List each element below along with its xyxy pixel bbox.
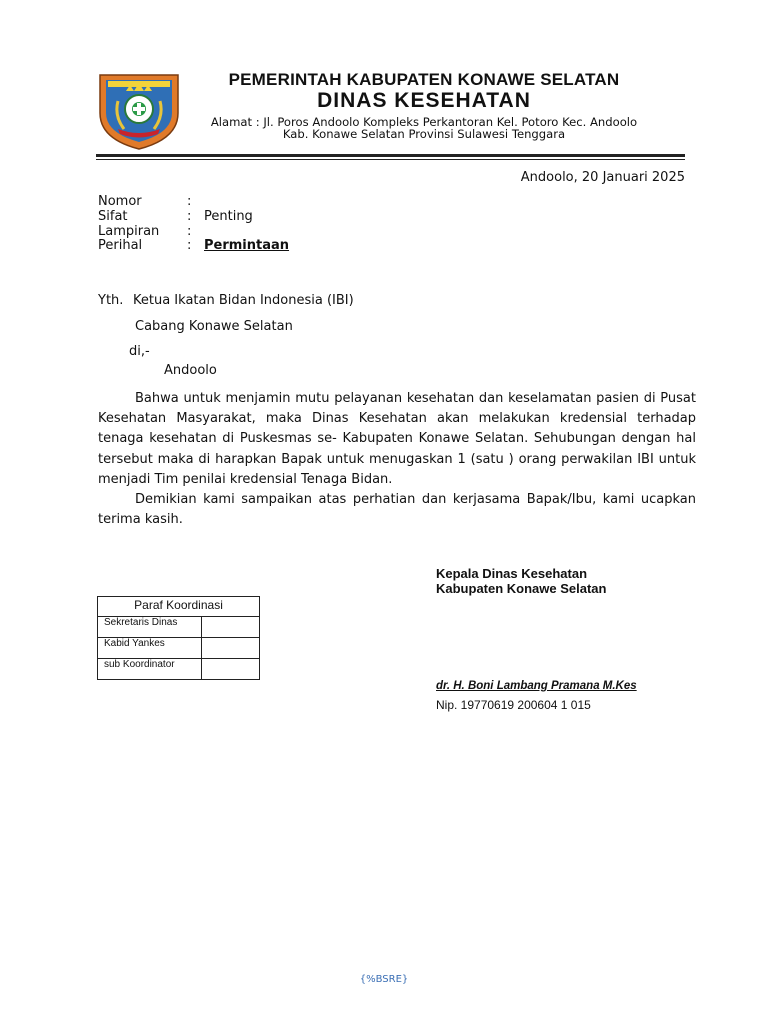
signatory-title-1: Kepala Dinas Kesehatan	[436, 566, 588, 581]
meta-label-lampiran: Lampiran	[98, 224, 160, 239]
signatory-nip: Nip. 19770619 200604 1 015	[436, 698, 591, 712]
meta-colon: :	[187, 209, 192, 224]
recipient-yth: Yth.	[98, 293, 124, 308]
meta-value-sifat: Penting	[204, 209, 253, 224]
table-row	[98, 638, 260, 659]
signatory-title-2: Kabupaten Konawe Selatan	[436, 581, 607, 596]
meta-label-sifat: Sifat	[98, 209, 128, 224]
recipient-place: Andoolo	[164, 363, 217, 378]
recipient-name: Ketua Ikatan Bidan Indonesia (IBI)	[133, 293, 354, 308]
letter-body	[98, 389, 696, 530]
paraf-signature-cell	[202, 617, 260, 638]
meta-label-perihal: Perihal	[98, 238, 143, 253]
bsre-placeholder: {%BSRE}	[359, 974, 409, 985]
meta-label-nomor: Nomor	[98, 194, 142, 209]
paraf-table-header: Paraf Koordinasi	[98, 597, 260, 617]
letterhead-address-line1: Alamat : Jl. Poros Andoolo Kompleks Perkantoran Kel. Potoro Kec. Andoolo	[210, 115, 638, 129]
paraf-signature-cell	[202, 659, 260, 680]
paraf-koordinasi-table	[97, 596, 260, 680]
signatory-name: dr. H. Boni Lambang Pramana M.Kes	[436, 680, 637, 692]
recipient-branch: Cabang Konawe Selatan	[135, 319, 293, 334]
letterhead-address-line2: Kab. Konawe Selatan Provinsi Sulawesi Tenggara	[282, 127, 566, 141]
meta-value-perihal: Permintaan	[204, 238, 290, 253]
table-row	[98, 617, 260, 638]
paraf-role: Kabid Yankes	[98, 638, 202, 659]
regency-crest-icon	[96, 71, 182, 151]
paraf-role: sub Koordinator	[98, 659, 202, 680]
meta-colon: :	[187, 238, 192, 253]
letterhead-divider-thin	[96, 159, 685, 160]
recipient-di: di,-	[129, 344, 150, 359]
meta-colon: :	[187, 194, 192, 209]
letter-date: Andoolo, 20 Januari 2025	[520, 170, 685, 185]
body-paragraph-2: Demikian kami sampaikan atas perhatian dan kerjasama Bapak/Ibu, kami ucapkan terima kasih.	[98, 492, 696, 528]
letterhead-agency: DINAS KESEHATAN	[317, 89, 531, 112]
table-row	[98, 659, 260, 680]
letterhead-government: PEMERINTAH KABUPATEN KONAWE SELATAN	[228, 70, 620, 89]
meta-colon: :	[187, 224, 192, 239]
body-paragraph-1: Bahwa untuk menjamin mutu pelayanan kesehatan dan keselamatan pasien di Pusat Kesehatan Masyarakat, maka Dinas Kesehatan akan melakukan kredensial terhadap tenaga kesehatan di Puskesmas se- Kabupaten Konawe Selatan. Sehubungan dengan hal tersebut maka di harapkan Bapak untuk menugaskan 1 (satu ) orang perwakilan IBI untuk menjadi Tim penilai kredensial Tenaga Bidan.	[98, 391, 696, 487]
paraf-role: Sekretaris Dinas	[98, 617, 202, 638]
paraf-signature-cell	[202, 638, 260, 659]
letterhead-divider-thick	[96, 154, 685, 157]
